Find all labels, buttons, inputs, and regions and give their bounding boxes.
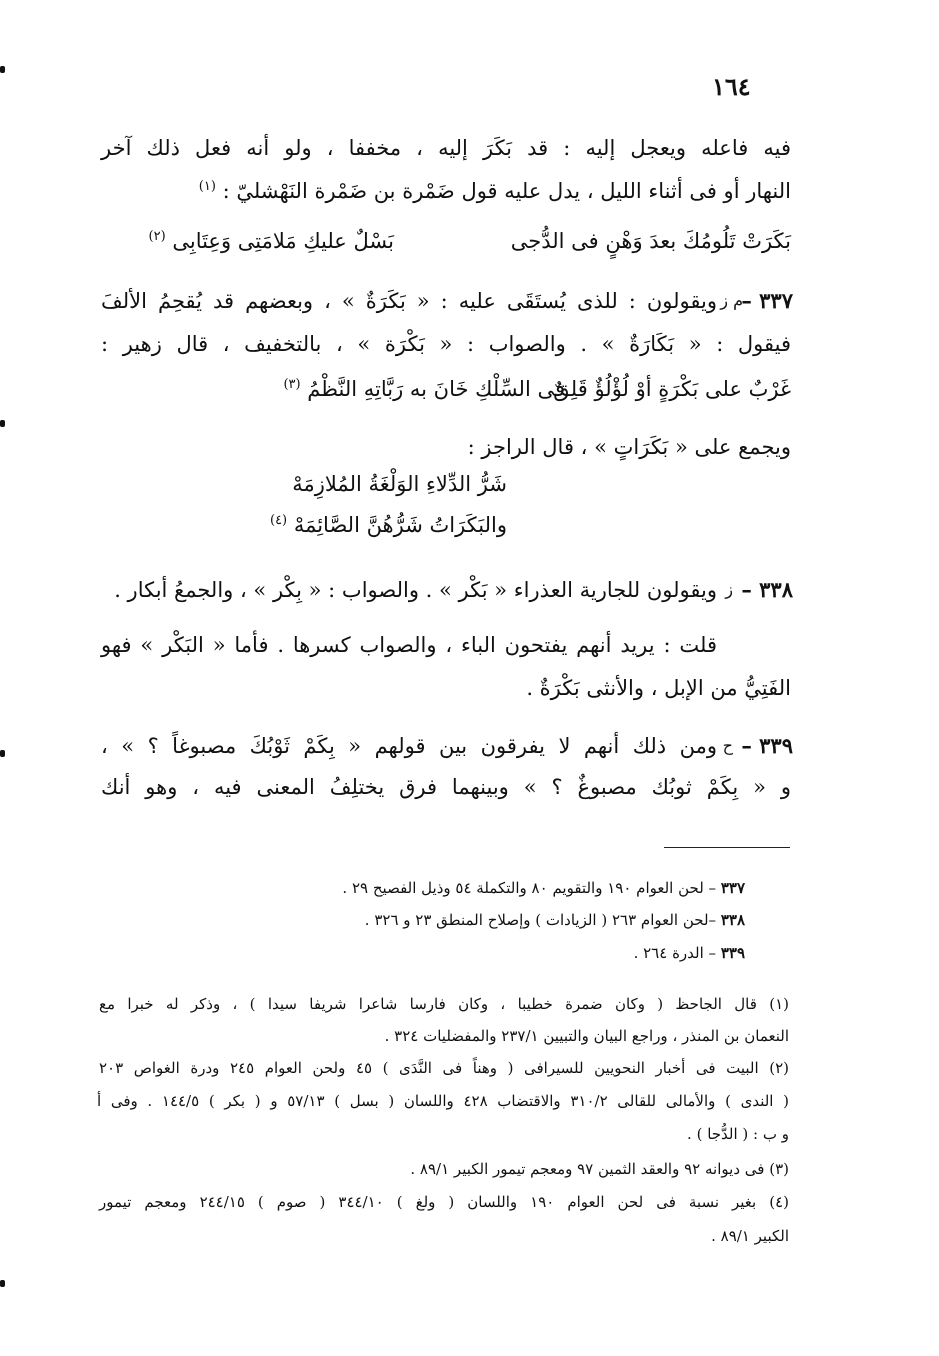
entry-line: ومن ذلك أنهم لا يفرقون بين قولهم « بِكَمْ ثَوْبُكَ مصبوغاً ؟ » ، xyxy=(101,734,717,758)
footnote-line: (٣) فى ديوانه ٩٢ والعقد الثمين ٩٧ ومعجم تيمور الكبير ٨٩/١ . xyxy=(410,1160,789,1178)
footnote-ref: (١) xyxy=(198,179,216,194)
body-line: فيه فاعله ويعجل إليه : قد بَكَرَ إليه ، مخففا ، ولو أنه فعل ذلك آخر xyxy=(101,136,791,160)
scan-mark xyxy=(0,420,5,427)
footnote-line: (٤) بغير نسبة فى لحن العوام ١٩٠ واللسان ( ولغ ) ٣٤٤/١٠ ( صوم ) ٢٤٤/١٥ ومعجم تيمور xyxy=(99,1193,789,1211)
footnote-line: ( الندى ) والأمالى للقالى ٣١٠/٢ والاقتضاب ٤٢٨ واللسان ( بسل ) ٥٧/١٣ و ( بكر ) ١٤٤/٥ . وفى أ xyxy=(97,1092,790,1110)
footnote-ref: (٤) xyxy=(269,513,288,528)
page-number: ١٦٤ xyxy=(712,72,751,101)
verse-hemistich-second xyxy=(149,226,394,260)
source-note: ٣٣٧ – لحن العوام ١٩٠ والتقويم ٨٠ والتكملة ٥٤ وذيل الفصيح ٢٩ . xyxy=(342,879,745,897)
source-note: ٣٣٩ – الدرة ٢٦٤ . xyxy=(633,944,745,962)
entry-tag: ح xyxy=(722,736,733,755)
entry-tag: م ز xyxy=(720,291,743,310)
entry-line: فيقول : « بَكَارَةٌ » . والصواب : « بَكْرَة » ، بالتخفيف ، قال زهير : xyxy=(101,332,791,356)
body-line-text: النهار أو فى أثناء الليل ، يدل عليه قول ضَمْرة بن ضَمْرة النَهْشليّ : xyxy=(222,179,791,203)
verse-text: بَسْلٌ عليكِ مَلامَتِى وَعِتَابِى xyxy=(172,229,394,253)
comment-line: قلت : يريد أنهم يفتحون الباء ، والصواب كسرها . فأما « البَكْر » فهو xyxy=(101,633,717,657)
entry-tag: ز xyxy=(725,580,733,599)
body-line xyxy=(199,176,791,206)
verse-text: والبَكَرَاتُ شَرُّهُنَّ الصَّائِمَهْ xyxy=(293,513,507,537)
source-note: ٣٣٨ –لحن العوام ٢٦٣ ( الزيادات ) وإصلاح المنطق ٢٣ و ٣٢٦ . xyxy=(364,911,745,929)
rajaz-line xyxy=(270,510,507,544)
verse-hemistich-first: بَكَرَتْ تَلُومُكَ بعدَ وَهْنٍ فى الدُّجى xyxy=(510,229,791,253)
verse-hemistich-first: غَرْبٌ على بَكْرَةٍ أوْ لُؤْلُؤٌ قَلِقٌ xyxy=(553,377,791,401)
rajaz-line: شَرُّ الدِّلاءِ الوَلْغَةُ المُلازِمَهْ xyxy=(292,472,507,496)
scan-mark xyxy=(0,66,5,73)
entry-line: ويقولون للجارية العذراء « بَكْر » . والصواب : « بِكْر » ، والجمعُ أبكار . xyxy=(114,578,717,602)
entry-number: ٣٣٧ – xyxy=(741,288,793,313)
scan-mark xyxy=(0,750,5,757)
footnote-line: النعمان بن المنذر ، وراجع البيان والتبيين ٢٣٧/١ والمفضليات ٣٢٤ . xyxy=(384,1027,789,1045)
verse-text: فى السِّلْكِ خَانَ به رَبَّاتِهِ النَّظْمُ xyxy=(307,377,565,401)
verse-hemistich-second xyxy=(283,374,565,408)
footnote-line: الكبير ٨٩/١ . xyxy=(711,1227,789,1245)
comment-line: الفَتِيُّ من الإبل ، والأنثى بَكْرَةٌ . xyxy=(526,676,791,700)
footnote-line: (١) قال الجاحظ ( وكان ضمرة خطيبا ، وكان فارسا شاعرا شريفا سيدا ) ، وذكر له خبرا مع xyxy=(99,995,789,1013)
footnote-line: و ب : ( الدُّجا ) . xyxy=(687,1125,789,1143)
entry-number: ٣٣٩ – xyxy=(741,733,793,758)
footnote-rule xyxy=(664,847,790,848)
footnote-ref: (٢) xyxy=(148,229,166,244)
entry-line: و « بِكَمْ ثوبُك مصبوغٌ ؟ » وبينهما فرق يختلِفُ المعنى فيه ، وهو أنك xyxy=(101,775,791,799)
scan-mark xyxy=(0,1280,5,1287)
footnote-ref: (٣) xyxy=(283,377,301,392)
entry-number: ٣٣٨ – xyxy=(741,577,793,602)
entry-line: ويجمع على « بَكَرَاتٍ » ، قال الراجز : xyxy=(467,435,791,459)
entry-line: ويقولون : للذى يُستَقَى عليه : « بَكَرَةٌ » ، وبعضهم قد يُقحِمُ الألفَ xyxy=(101,289,717,313)
footnote-line: (٢) البيت فى أخبار النحويين للسيرافى ( وهناً فى النَّدَى ) ٤٥ ولحن العوام ٢٤٥ ودرة الغواص ٢٠٣ xyxy=(99,1059,789,1077)
